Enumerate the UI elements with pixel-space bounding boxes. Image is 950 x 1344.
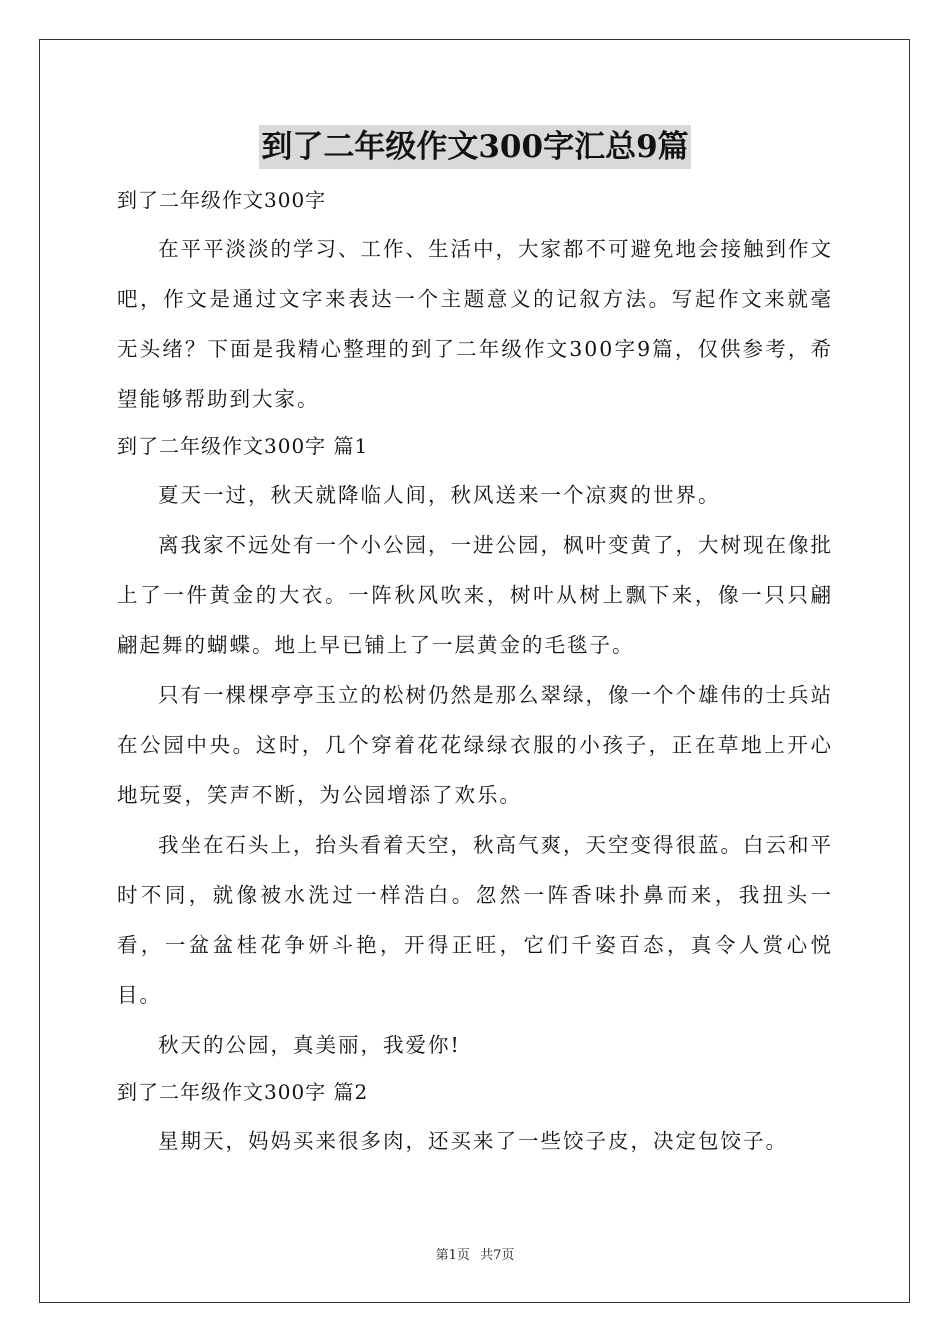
paragraph: 我坐在石头上，抬头看着天空，秋高气爽，天空变得很蓝。白云和平时不同，就像被水洗过一样浩白。忽然一阵香味扑鼻而来，我扭头一看，一盆盆桂花争妍斗艳，开得正旺，它们千姿百态，真令人赏心悦目。 xyxy=(117,833,833,1007)
page-number: 第1页 xyxy=(435,1248,470,1263)
section-heading: 到了二年级作文300字 xyxy=(117,188,327,212)
paragraph: 只有一棵棵亭亭玉立的松树仍然是那么翠绿，像一个个雄伟的士兵站在公园中央。这时，几个穿着花花绿绿衣服的小孩子，正在草地上开心地玩耍，笑声不断，为公园增添了欢乐。 xyxy=(117,683,833,807)
document-body xyxy=(117,178,833,1166)
title-container xyxy=(0,125,950,169)
paragraph: 秋天的公园，真美丽，我爱你! xyxy=(158,1033,461,1057)
paragraph: 在平平淡淡的学习、工作、生活中，大家都不可避免地会接触到作文吧，作文是通过文字来表达一个主题意义的记叙方法。写起作文来就毫无头绪？下面是我精心整理的到了二年级作文300字9篇，仅供参考，希望能够帮助到大家。 xyxy=(117,237,833,411)
paragraph: 星期天，妈妈买来很多肉，还买来了一些饺子皮，决定包饺子。 xyxy=(158,1129,788,1153)
paragraph: 离我家不远处有一个小公园，一进公园，枫叶变黄了，大树现在像批上了一件黄金的大衣。一阵秋风吹来，树叶从树上飘下来，像一只只翩翩起舞的蝴蝶。地上早已铺上了一层黄金的毛毯子。 xyxy=(117,533,833,657)
page-footer xyxy=(0,1246,950,1266)
section-heading: 到了二年级作文300字 篇1 xyxy=(117,434,369,458)
document-title: 到了二年级作文300字汇总9篇 xyxy=(259,125,690,169)
page-total: 共7页 xyxy=(480,1248,515,1263)
paragraph: 夏天一过，秋天就降临人间，秋风送来一个凉爽的世界。 xyxy=(158,483,721,507)
section-heading: 到了二年级作文300字 篇2 xyxy=(117,1080,369,1104)
